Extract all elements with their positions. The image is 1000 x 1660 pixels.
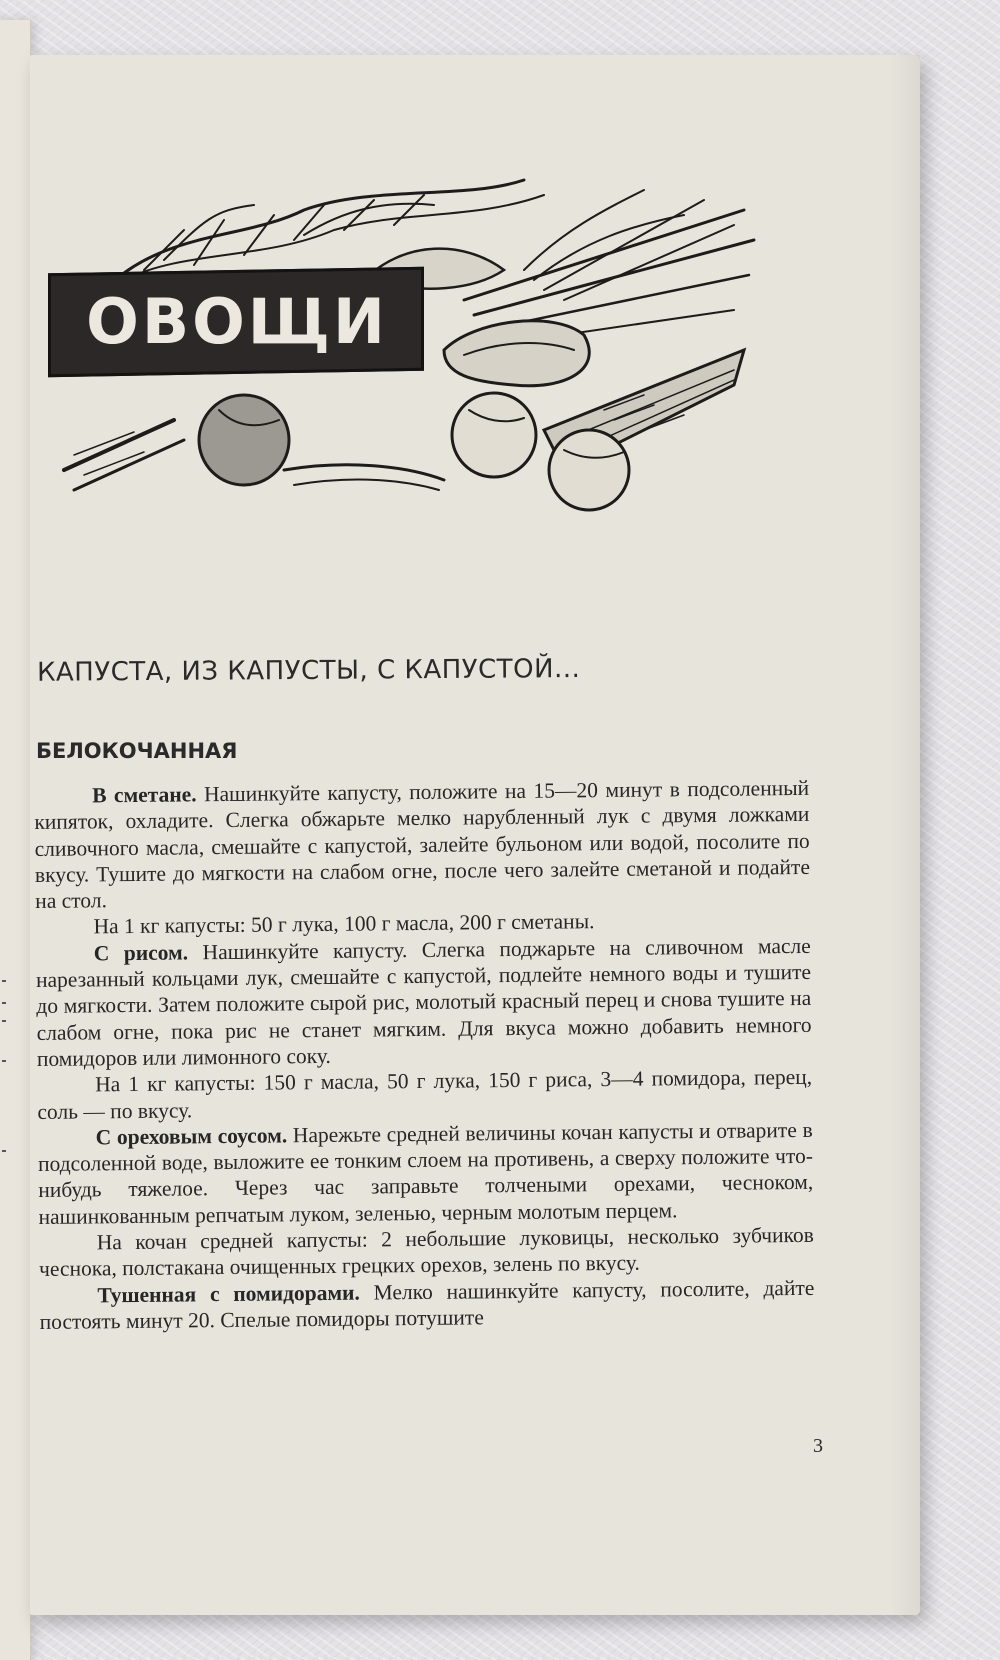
page-edge-mark — [2, 1060, 6, 1062]
recipe-ingredients — [37, 1064, 813, 1125]
recipe-paragraph — [34, 775, 810, 915]
recipe-body: Мелко нашинкуйте капусту, посолите, дайте постоять минут 20. Спелые помидоры потушите — [39, 1275, 815, 1334]
page-number: 3 — [813, 1435, 823, 1457]
ingredients-text: На 1 кг капусты: 150 г масла, 50 г лука, 150 г риса, 3—4 помидора, перец, соль — по вкусу. — [37, 1065, 813, 1124]
ingredients-text: На кочан средней капусты: 2 небольшие луковицы, несколько зубчиков чеснока, полстакана очищенных грецких орехов, зелень по вкусу. — [38, 1222, 814, 1282]
recipe-paragraph — [39, 1274, 815, 1335]
section-title: КАПУСТА, ИЗ КАПУСТЫ, С КАПУСТОЙ... — [36, 653, 581, 688]
recipe-ingredients — [39, 1222, 815, 1283]
recipe-name: В сметане. — [92, 782, 197, 808]
chapter-title: ОВОЩИ — [86, 285, 388, 358]
recipe-body: Нашинкуйте капусту. Слегка поджарьте на сливочном масле нарезанный кольцами лук, смешайте с капустой, подлейте немного воды и тушите до мягкости. Затем положите сырой рис, молотый красный перец и снова тушите на слабом огне, пока рис не станет мягким. Для вкуса можно добавить немного помидоров или лимонного соку. — [35, 933, 812, 1071]
left-page-edge — [0, 20, 31, 1660]
recipe-text — [34, 775, 815, 1335]
recipe-body: Нашинкуйте капусту, положите на 15—20 минут в подсоленный кипяток, охладите. Слегка обжарьте мелко нарубленный лук с двумя ложками сливочного масла, смешайте с капустой, залейте бульоном или водой, посолите по вкусу. Тушите до мягкости на слабом огне, после чего залейте сметаной и подайте на стол. — [34, 775, 811, 914]
ingredients-text: На 1 кг капусты: 50 г лука, 100 г масла, 200 г сметаны. — [93, 909, 595, 939]
page-edge-mark — [2, 1150, 6, 1152]
page-edge-mark — [2, 1002, 6, 1004]
recipe-paragraph — [38, 1117, 814, 1230]
recipe-body: Нарежьте средней величины кочан капусты и отварите в подсоленной воде, выложите ее тонким слоем на противень, а сверху положите что-нибудь тяжелое. Через час заправьте толчеными орехами, чесноком, нашинкованным репчатым луком, зеленью, черным молотым перцем. — [37, 1117, 814, 1229]
recipe-paragraph — [36, 933, 812, 1073]
book-page — [30, 55, 920, 1615]
subsection-title: БЕЛОКОЧАННАЯ — [36, 739, 238, 763]
page-edge-mark — [2, 980, 6, 982]
recipe-name: С ореховым соусом. — [95, 1123, 288, 1150]
page-edge-mark — [2, 1020, 6, 1022]
recipe-name: Тушенная с помидорами. — [97, 1280, 360, 1308]
recipe-name: С рисом. — [93, 940, 189, 966]
